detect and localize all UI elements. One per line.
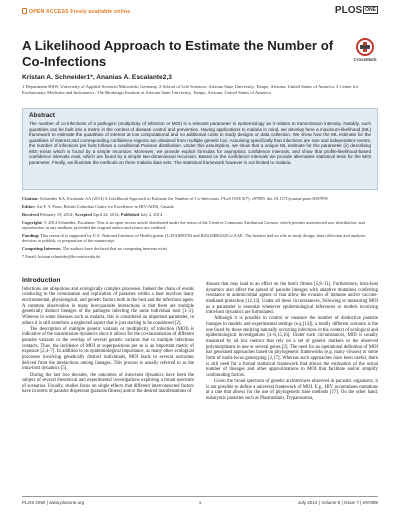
crossmark-badge[interactable] [352,38,378,62]
journal-header [0,0,400,22]
page-number: 1 [198,500,202,505]
intro-paragraph: Although it is possible to control or measure the number of distinctive parasite lineages in models and experimental settings (e.g.[14]), a totally different scenario is the one faced by those studying naturally occurring infections in the context of ecological and epidemiological investigations [4–6,15,16]. Under such circumstances, MOI is usually measured by ad hoc metrics that rely on a set of genetic markers or the observed polymorphisms in one or several genes [2]. The need for an operational definition of MOI has generated approaches based on phylogenetic frameworks (e.g. many viruses) or some form of multi-locus genotyping [2,17]. Whereas such approaches have been useful, there is still need for a formal statistical framework that allows the estimation of the actual number of lineages and other approximations to MOI that facilitate and/or simplify confounding factors. [206,316,378,378]
intro-paragraph: disease that may lead to an effect on the host's fitness [5,8–11]. Furthermore, intra-host dynamics also affect the spread of parasite lineages with adaptive mutations conferring resistance to antimicrobial agents or that allow the evasion of immune and/or vaccine-mediated protection [12,13]. Under all these circumstances, following or measuring MOI as a parameter is essential whenever epidemiological inferences or models involving intra-host dynamics are formulated. [206,282,378,316]
page-footer [22,496,378,505]
intro-heading: Introduction [22,277,61,284]
abstract-box [22,108,378,190]
abstract-text: The number of co-infections of a pathogen (multiplicity of infection or MOI) is a relevant parameter in epidemiology as it relates to transmission intensity. Notably, such quantities can be built into a metric in the context of disease control and prevention. Having applications to malaria in mind, we develop here a maximum-likelihood (ML) framework to estimate the quantities of interest at low computational and no additional costs to study designs or data collection. We show how the ML estimate for the quantities of interest and corresponding confidence-regions are obtained from multiple genetic loci. Assuming specifically that infections are rare and independent events, the number of infections per host follows a conditional Poisson distribution. Under this assumption, we show that a unique ML estimate for the parameter (λ) describing MOI exists which is found by a simple recursion. Moreover, we provide explicit formulas for asymptotic confidence intervals, and show that profile-likelihood-based confidence intervals exist, which are found by a simple two-dimensional recursion. Based on the confidence intervals we provide alternative statistical tests for the MOI parameter. Finally, we illustrate the methods on three malaria data sets. The statistical framework however is not limited to malaria. [29,121,371,165]
footer-journal[interactable]: PLOS ONE | www.plosone.org [22,500,85,505]
intro-paragraph: Infections are ubiquitous and ecologically complex processes. Indeed the chain of events conducing to the colonization and replication of parasites within a host involves many environmental, physiological, and genetic factors both in the host and the infectious agent. A common observation in many host-parasite interactions is that there are multiple genetically distinct lineages of the pathogen infecting the same individual host [1–3]. Whereas in some diseases such as malaria, this is considered an important parameter, in others it is still somehow a neglected aspect that is just starting to be considered [2]. [22,286,194,326]
open-lock-icon [22,8,27,14]
intro-column-left [22,278,194,396]
plos-one-logo[interactable] [335,5,378,16]
abstract-heading: Abstract [29,112,55,119]
affiliations: 1 Department HSW, University of Applied Sciences Mittweida, Germany, 2 School of Life Sciences, Arizona State University, Tempe, Arizona, United States of America, 3 Center for Evolutionary Medicine and Informatics, The Biodesign Institute at Arizona State University, Tempe, Arizona, United States of America [22,84,359,95]
editor-line: Editor: Art F. Y. Poon, British Columbia Centre for Excellence in HIV/AIDS, Canada [22,203,174,209]
article-title: A Likelihood Approach to Estimate the Number of Co-Infections [22,38,334,69]
email-line[interactable]: * Email: kristan.schneider@hs-mittweida.de [22,254,101,260]
journal-name: PLOS [334,5,363,16]
copyright-line: Copyright: © 2014 Schneider, Escalante. This is an open-access article distributed under the terms of the Creative Commons Attribution License, which permits unrestricted use, distribution, and reproduction in any medium, provided the original author and source are credited. [22,219,365,231]
footer-issue: July 2014 | Volume 9 | Issue 7 | e97899 [297,500,378,505]
author-list: Kristan A. Schneider1*, Ananias A. Escalante2,3 [22,74,172,81]
competing-interests-line: Competing Interests: The authors have declared that no competing interests exist. [22,246,168,252]
open-access-badge[interactable]: OPEN ACCESS Freely available online [22,8,130,15]
crossmark-label: CrossMark [353,57,377,62]
intro-paragraph: The description of multiple genetic variants or multiplicity of infection (MOI) is indicative of the transmission dynamics since it allows for the co-transmission of different parasite variants or the overlap of several genetic variants due to multiple infectious contacts. Thus, the incidence of MOI or superpositions per se is an important metric of exposure [2,4–7]. In addition to its epidemiological importance, as many other ecological processes involving genetically distinct individuals, MOI leads to several outcomes derived from the interactions among lineages. This process is usually referred to as the intra-host dynamics [5]. [22,326,194,372]
dates-line: Received February 19, 2014; Accepted April 24, 2014; Published July 2, 2014 [22,211,163,217]
intro-column-right [206,282,378,402]
article-metadata [22,196,378,262]
funding-line: Funding: This research is supported by U.S. National Institutes of Health grants 1U19AI089702 and R01GM084320 to AAE. The funders had no role in study design, data collection and analysis, decision to publish, or preparation of the manuscript. [22,233,367,244]
intro-paragraph: During the last two decades, the outcomes of intra-host dynamics have been the subject of several theoretical and experimental investigations exploring a broad spectrum of scenarios. Usually, studies focus on single effects that different interconnected factors have in terms of parasite dispersion (parasite fitness) and/or the desired manifestations of [22,372,194,395]
journal-suffix: ONE [365,7,376,13]
crossmark-icon [356,38,374,56]
intro-paragraph: Given the broad spectrum of genetic architectures observed in parasitic organisms, it is not possible to define a universal framework of MOI. E.g., HIV accumulates mutations at a rate that allows for the use of phylogenetic base methods [17]. On the other hand, eukaryotic parasites such as Plasmodium, Trypanosoma, [206,379,378,402]
citation-line: Citation: Schneider KA, Escalante AA (2014) A Likelihood Approach to Estimate the Number of Co-Infections. PLoS ONE 9(7): e97899. doi:10.1371/journal.pone.0097899 [22,196,328,201]
